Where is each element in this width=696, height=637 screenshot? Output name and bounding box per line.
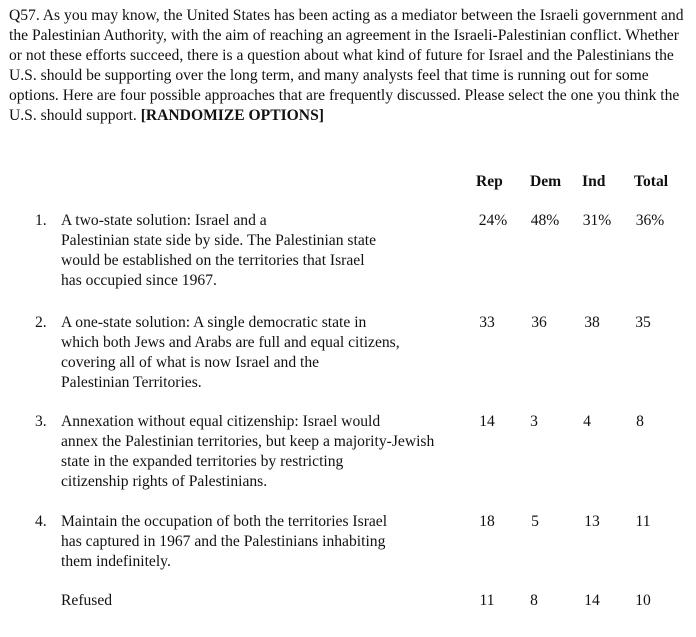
value-ind: 4 bbox=[583, 413, 591, 430]
value-total: 11 bbox=[635, 513, 651, 530]
option-line: them indefinitely. bbox=[61, 553, 171, 570]
option-line: would be established on the territories that Israel bbox=[61, 252, 365, 269]
value-dem: 3 bbox=[530, 413, 538, 430]
option-line: state in the expanded territories by restricting bbox=[61, 453, 344, 470]
option-line: citizenship rights of Palestinians. bbox=[61, 473, 268, 490]
option-line: A one-state solution: A single democratic state in bbox=[61, 314, 367, 331]
value-total: 8 bbox=[636, 413, 644, 430]
option-number: 4. bbox=[35, 513, 47, 530]
question-text bbox=[9, 6, 691, 126]
option-line: has captured in 1967 and the Palestinians inhabiting bbox=[61, 533, 386, 550]
column-header-ind: Ind bbox=[582, 173, 606, 190]
option-line: Annexation without equal citizenship: Israel would bbox=[61, 413, 381, 430]
option-number: 2. bbox=[35, 314, 47, 331]
option-line: which both Jews and Arabs are full and equal citizens, bbox=[61, 334, 400, 351]
option-line: annex the Palestinian territories, but keep a majority-Jewish bbox=[61, 433, 435, 450]
value-total: 10 bbox=[635, 592, 651, 609]
value-ind: 14 bbox=[584, 592, 600, 609]
value-total: 36% bbox=[635, 212, 665, 229]
option-line: has occupied since 1967. bbox=[61, 272, 217, 289]
option-line: Palestinian Territories. bbox=[61, 374, 202, 391]
value-rep: 11 bbox=[479, 592, 495, 609]
value-rep: 18 bbox=[479, 513, 495, 530]
value-ind: 38 bbox=[584, 314, 600, 331]
column-header-dem: Dem bbox=[530, 173, 562, 190]
value-ind: 13 bbox=[584, 513, 600, 530]
value-dem: 36 bbox=[531, 314, 547, 331]
value-rep: 24% bbox=[478, 212, 508, 229]
option-number: 1. bbox=[35, 212, 47, 229]
option-line: Palestinian state side by side. The Palestinian state bbox=[61, 232, 376, 249]
option-line: covering all of what is now Israel and the bbox=[61, 354, 320, 371]
value-total: 35 bbox=[635, 314, 651, 331]
value-dem: 8 bbox=[530, 592, 538, 609]
value-dem: 48% bbox=[530, 212, 560, 229]
column-header-total: Total bbox=[634, 173, 669, 190]
refused-label: Refused bbox=[61, 592, 113, 609]
question-body: Q57. As you may know, the United States has been acting as a mediator between the Israeli government and the Palestinian Authority, with the aim of reaching an agreement in the Israeli-Palestinian conflict. Whether or not these efforts succeed, there is a question about what kind of future for Israel and the Palestinians the U.S. should be supporting over the long term, and many analysts feel that time is running out for some options. Here are four possible approaches that are frequently discussed. Please select the one you think the U.S. should support. bbox=[9, 7, 684, 124]
value-ind: 31% bbox=[582, 212, 612, 229]
value-dem: 5 bbox=[531, 513, 539, 530]
option-line: Maintain the occupation of both the territories Israel bbox=[61, 513, 388, 530]
value-rep: 33 bbox=[479, 314, 495, 331]
value-rep: 14 bbox=[479, 413, 495, 430]
option-number: 3. bbox=[35, 413, 47, 430]
option-line: A two-state solution: Israel and a bbox=[61, 212, 267, 229]
column-header-rep: Rep bbox=[476, 173, 503, 190]
question-instruction: [RANDOMIZE OPTIONS] bbox=[140, 107, 324, 124]
